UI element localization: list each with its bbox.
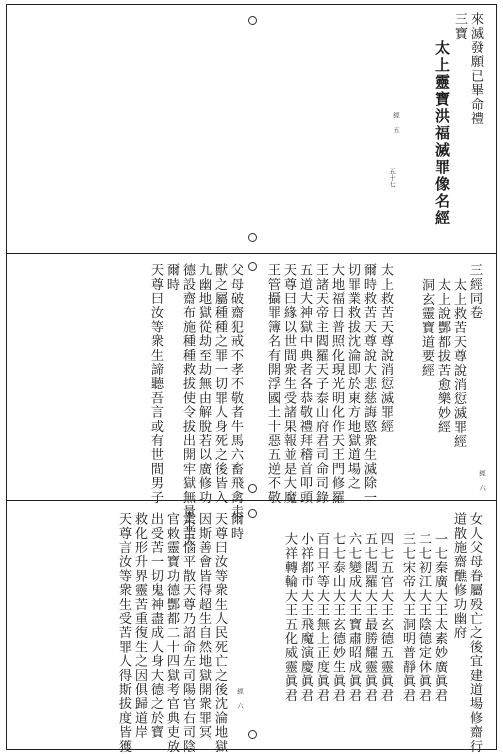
text-column: 大祥轉輪大王五化威靈眞君 <box>282 532 297 703</box>
text-column: 三寶 <box>452 12 467 41</box>
text-column: 五七閻羅大王最勝耀靈眞君 <box>362 532 377 703</box>
text-column: 天尊曰緣以世間衆生受諸果報並是大魔 <box>281 263 296 505</box>
binding-hole-icon <box>248 484 257 493</box>
text-column: 六七變成大王寶肅昭成眞君 <box>346 532 361 703</box>
text-column: 大地福日普照化現光明化作天王門修羅 <box>329 263 344 505</box>
text-column: 王管攝罪簿名有開浮國土十惡五逆不敬 <box>265 263 280 505</box>
scroll-label: 經 六 <box>236 688 244 709</box>
text-column: 官敕靈寶功德酆都二十四獄考官典吏放 <box>164 512 179 754</box>
text-column: 出受苦一切鬼神盡成人身大德之於寶 <box>148 512 163 740</box>
text-column: 三七宋帝大王洞明普靜眞君 <box>400 532 415 703</box>
text-column: 九幽地獄從劫至劫無由解脫若以廣修功 <box>196 263 211 505</box>
text-column: 百日平等大王無上正度眞君 <box>314 532 329 703</box>
text-column: 救化形升界靈苦重復生之因俱歸道岸 <box>132 512 147 740</box>
page-number: 五十七 <box>388 168 396 188</box>
text-column: 二七初江大王陰德定休眞君 <box>416 532 431 703</box>
text-column: 爾時 <box>228 512 243 541</box>
text-column: 爾時救苦天尊說大悲慈誨愍衆生滅除一 <box>361 263 376 505</box>
text-column: 女人父母眷屬殁亡之後宜建道場修齋行 <box>467 512 482 754</box>
scroll-label: 經 六 <box>478 470 486 491</box>
binding-hole-icon <box>248 730 257 739</box>
text-column: 天尊曰汝等衆生諦聽吾言或有世間男子 <box>148 263 163 505</box>
text-column: 德設齋布施種種救拔使令拔出開牢獄無量生天 <box>180 263 195 547</box>
section-divider-bottom <box>6 500 497 501</box>
text-column: 獸之屬種種之罪一切罪人身死之後皆入 <box>212 263 227 505</box>
text-column: 爾時 <box>164 263 179 292</box>
binding-hole-icon <box>248 509 257 518</box>
text-column: 業苦惱平散天尊乃詔命左司陽官右司陰 <box>180 512 195 754</box>
text-column: 一七秦廣大王太素妙廣眞君 <box>432 532 447 703</box>
scroll-label: 經 五 <box>392 112 400 133</box>
text-column: 七七泰山大王玄德妙生眞君 <box>330 532 345 703</box>
section-divider-top <box>6 253 497 254</box>
binding-hole-icon <box>248 16 257 25</box>
text-column: 三經同卷 <box>467 263 482 320</box>
text-column: 太上救苦天尊說消愆滅罪經 <box>378 263 393 434</box>
text-column: 小祥都市大王飛魔演慶眞君 <box>298 532 313 703</box>
scripture-title: 太上靈寶洪福滅罪像名經 <box>433 40 451 227</box>
text-column: 王諸天帝主閻羅天子泰山府君司命司錄 <box>313 263 328 505</box>
text-column: 四七五官大王玄德五靈眞君 <box>378 532 393 703</box>
text-column: 太上救苦天尊說消愆滅罪經 <box>451 278 466 449</box>
binding-hole-icon <box>248 262 257 271</box>
text-column: 因斯善會皆得超生自然地獄開衆罪冥 <box>196 512 211 740</box>
text-column: 洞玄靈寶道要經 <box>419 278 434 378</box>
text-column: 太上說酆都拔苦愈樂妙經 <box>435 278 450 435</box>
binding-hole-icon <box>248 233 257 242</box>
text-column: 來滅發願已畢命禮 <box>468 12 483 126</box>
text-column: 父母破齋犯戒不孝不敬者牛馬六畜飛禽走 <box>228 263 243 519</box>
text-column: 切罪業救拔沈淪即於東方地獄道場之 <box>345 263 360 491</box>
text-column: 天尊曰汝等衆生人民死亡之後沈淪地獄 <box>212 512 227 754</box>
text-column: 道散施齋醮修功幽府 <box>451 512 466 640</box>
text-column: 天尊言汝等衆生受苦罪人得斯拔度皆獲 <box>116 512 131 754</box>
text-column: 五道大神獄中典者各恭敬禮拜稽首叩頭 <box>297 263 312 505</box>
